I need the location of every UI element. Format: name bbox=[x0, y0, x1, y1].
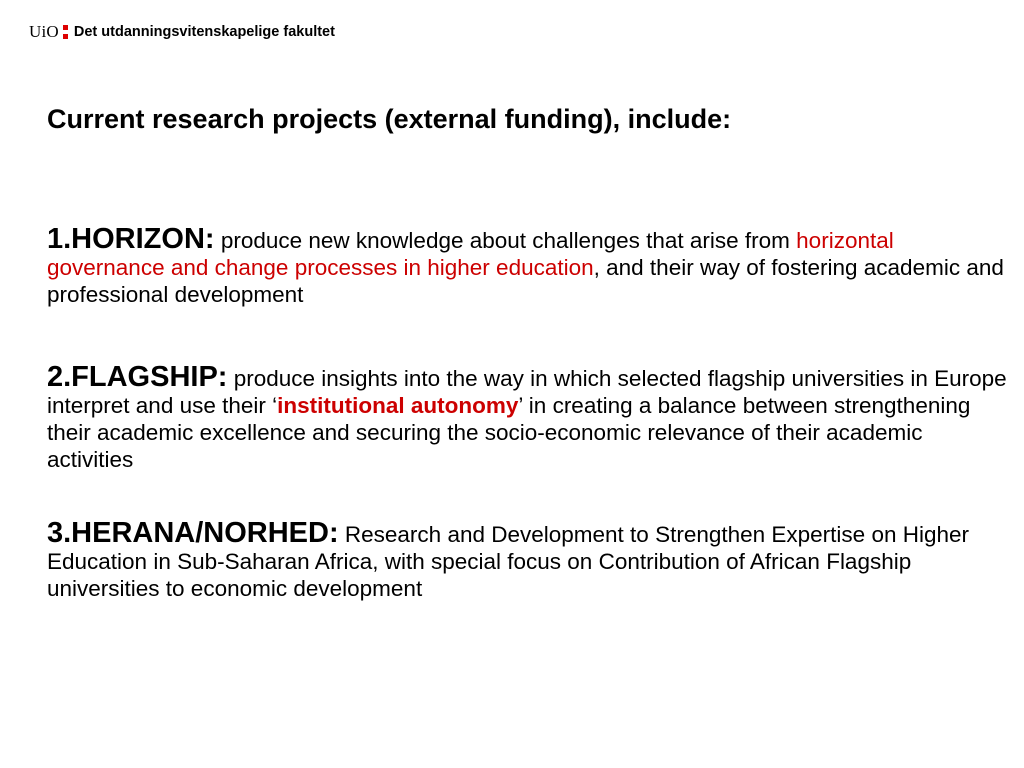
project-flagship bbox=[47, 361, 1007, 473]
project-text: ’ in creating a balance between strengthening their academic excellence and securing the socio-economic relevance of their academic activities bbox=[47, 393, 971, 472]
slide-header bbox=[29, 20, 335, 44]
project-text: produce insights into the way in which selected flagship universities in Europe interpret and use their ‘ bbox=[47, 366, 1007, 418]
faculty-name: Det utdanningsvitenskapelige fakultet bbox=[73, 24, 335, 40]
project-heading: 3.HERANA/NORHED: bbox=[47, 517, 339, 549]
project-highlight: institutional autonomy bbox=[277, 393, 519, 418]
project-horizon bbox=[47, 223, 1007, 308]
project-highlight: horizontal governance and change processes in higher education bbox=[47, 228, 894, 280]
project-text: produce new knowledge about challenges that arise from bbox=[214, 228, 797, 253]
slide-title: Current research projects (external funding), include: bbox=[47, 104, 732, 134]
logo-colon-icon bbox=[63, 24, 68, 40]
project-text: Research and Development to Strengthen Expertise on Higher Education in Sub-Saharan Africa, with special focus on Contribution of African Flagship universities to economic development bbox=[47, 522, 970, 601]
project-herana-norhed bbox=[47, 517, 1007, 602]
project-text: , and their way of fostering academic and professional development bbox=[47, 255, 1004, 307]
project-heading: 1.HORIZON: bbox=[47, 223, 215, 255]
project-heading: 2.FLAGSHIP: bbox=[47, 361, 228, 393]
uio-logo: UiO bbox=[29, 22, 59, 41]
